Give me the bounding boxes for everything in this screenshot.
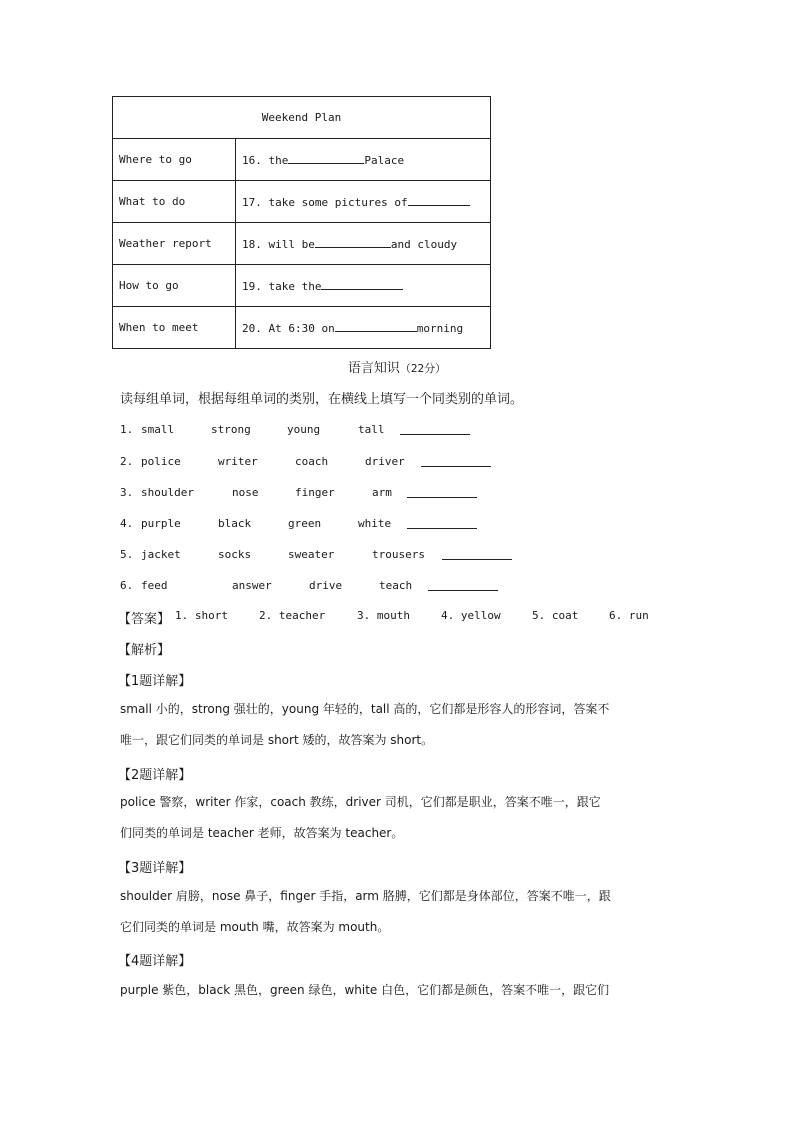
fill-blank: [321, 279, 403, 290]
item-number: 19.: [242, 279, 262, 293]
word: writer: [218, 455, 258, 468]
row-label: Weather report: [113, 223, 236, 265]
answer-blank: [421, 455, 491, 467]
table-title: Weekend Plan: [113, 97, 491, 139]
table-row: [113, 181, 491, 223]
answer-item: 4. yellow: [441, 609, 501, 622]
item-number: 17.: [242, 195, 262, 209]
paragraph-line: 它们同类的单词是 mouth 嘴，故答案为 mouth。: [120, 920, 390, 934]
table-row: [113, 223, 491, 265]
detail-paragraph: [120, 694, 680, 756]
word: green: [288, 517, 322, 530]
word: drive: [309, 579, 343, 592]
answer-row: [118, 608, 649, 627]
prefix-text: the: [268, 153, 289, 167]
row-content: [236, 265, 491, 307]
paragraph-line: shoulder 肩膀，nose 鼻子，finger 手指，arm 胳膊，它们都是身体部位，答案不唯一，跟: [120, 889, 611, 903]
row-label: When to meet: [113, 307, 236, 349]
detail-paragraph: [120, 881, 680, 943]
weekend-plan-table: [112, 96, 491, 349]
word: purple: [141, 517, 181, 530]
word: black: [218, 517, 252, 530]
fill-blank: [315, 237, 391, 248]
question-number: 6.: [120, 579, 134, 592]
detail-paragraph: [120, 975, 680, 1006]
suffix-text: morning: [416, 321, 464, 335]
word: tall: [358, 423, 385, 436]
item-number: 20.: [242, 321, 262, 335]
question-number: 4.: [120, 517, 134, 530]
item-number: 16.: [242, 153, 262, 167]
answer-blank: [407, 517, 477, 529]
instruction: 读每组单词，根据每组单词的类别，在横线上填写一个同类别的单词。: [120, 392, 524, 407]
word: strong: [211, 423, 251, 436]
answer-label: 【答案】: [118, 612, 171, 627]
row-label: What to do: [113, 181, 236, 223]
word: jacket: [141, 548, 181, 561]
analysis-label: 【解析】: [118, 643, 171, 658]
table-row: [113, 139, 491, 181]
paragraph-line: small 小的，strong 强壮的，young 年轻的，tall 高的，它们都是形容人的形容词，答案不: [120, 702, 610, 716]
row-content: [236, 307, 491, 349]
word: shoulder: [141, 486, 194, 499]
row-content: [236, 139, 491, 181]
detail-paragraph: [120, 787, 680, 849]
answer-blank: [442, 548, 512, 560]
prefix-text: take the: [268, 279, 322, 293]
question-number: 2.: [120, 455, 134, 468]
question-number: 3.: [120, 486, 134, 499]
row-label: How to go: [113, 265, 236, 307]
word: driver: [365, 455, 405, 468]
word: feed: [141, 579, 168, 592]
fill-blank: [408, 195, 470, 206]
paragraph-line: police 警察，writer 作家，coach 教练，driver 司机，它们都是职业，答案不唯一，跟它: [120, 795, 601, 809]
word: socks: [218, 548, 252, 561]
fill-blank: [335, 321, 417, 332]
word: finger: [295, 486, 335, 499]
paragraph-line: 们同类的单词是 teacher 老师，故答案为 teacher。: [120, 826, 404, 840]
word: answer: [232, 579, 272, 592]
word: police: [141, 455, 181, 468]
answer-item: 1. short: [175, 609, 228, 622]
answer-item: 3. mouth: [357, 609, 410, 622]
prefix-text: will be: [268, 237, 315, 251]
table-header-row: [113, 97, 491, 139]
answer-item: 2. teacher: [259, 609, 326, 622]
suffix-text: and cloudy: [390, 237, 458, 251]
detail-heading: 【3题详解】: [118, 861, 192, 876]
paragraph-line: purple 紫色，black 黑色，green 绿色，white 白色，它们都是颜色，答案不唯一，跟它们: [120, 983, 610, 997]
word: trousers: [372, 548, 425, 561]
row-label: Where to go: [113, 139, 236, 181]
question-number: 5.: [120, 548, 134, 561]
row-content: [236, 181, 491, 223]
word: white: [358, 517, 392, 530]
answer-item: 6. run: [609, 609, 649, 622]
answer-blank: [400, 423, 470, 435]
detail-heading: 【2题详解】: [118, 768, 192, 783]
word: sweater: [288, 548, 335, 561]
word: nose: [232, 486, 259, 499]
section-title: [0, 357, 794, 376]
item-number: 18.: [242, 237, 262, 251]
fill-blank: [288, 153, 364, 164]
detail-heading: 【4题详解】: [118, 954, 192, 969]
suffix-text: Palace: [364, 153, 405, 167]
prefix-text: take some pictures of: [268, 195, 408, 209]
detail-heading: 【1题详解】: [118, 674, 192, 689]
answer-blank: [428, 579, 498, 591]
answer-item: 5. coat: [532, 609, 579, 622]
word: small: [141, 423, 175, 436]
question-number: 1.: [120, 423, 134, 436]
paragraph-line: 唯一，跟它们同类的单词是 short 矮的，故答案为 short。: [120, 733, 434, 747]
word: coach: [295, 455, 329, 468]
table-row: [113, 265, 491, 307]
table-row: [113, 307, 491, 349]
word: teach: [379, 579, 413, 592]
word: young: [287, 423, 321, 436]
section-score: （22分）: [399, 362, 447, 375]
row-content: [236, 223, 491, 265]
answer-blank: [407, 486, 477, 498]
word: arm: [372, 486, 392, 499]
prefix-text: At 6:30 on: [268, 321, 335, 335]
section-title-text: 语言知识: [347, 361, 400, 376]
